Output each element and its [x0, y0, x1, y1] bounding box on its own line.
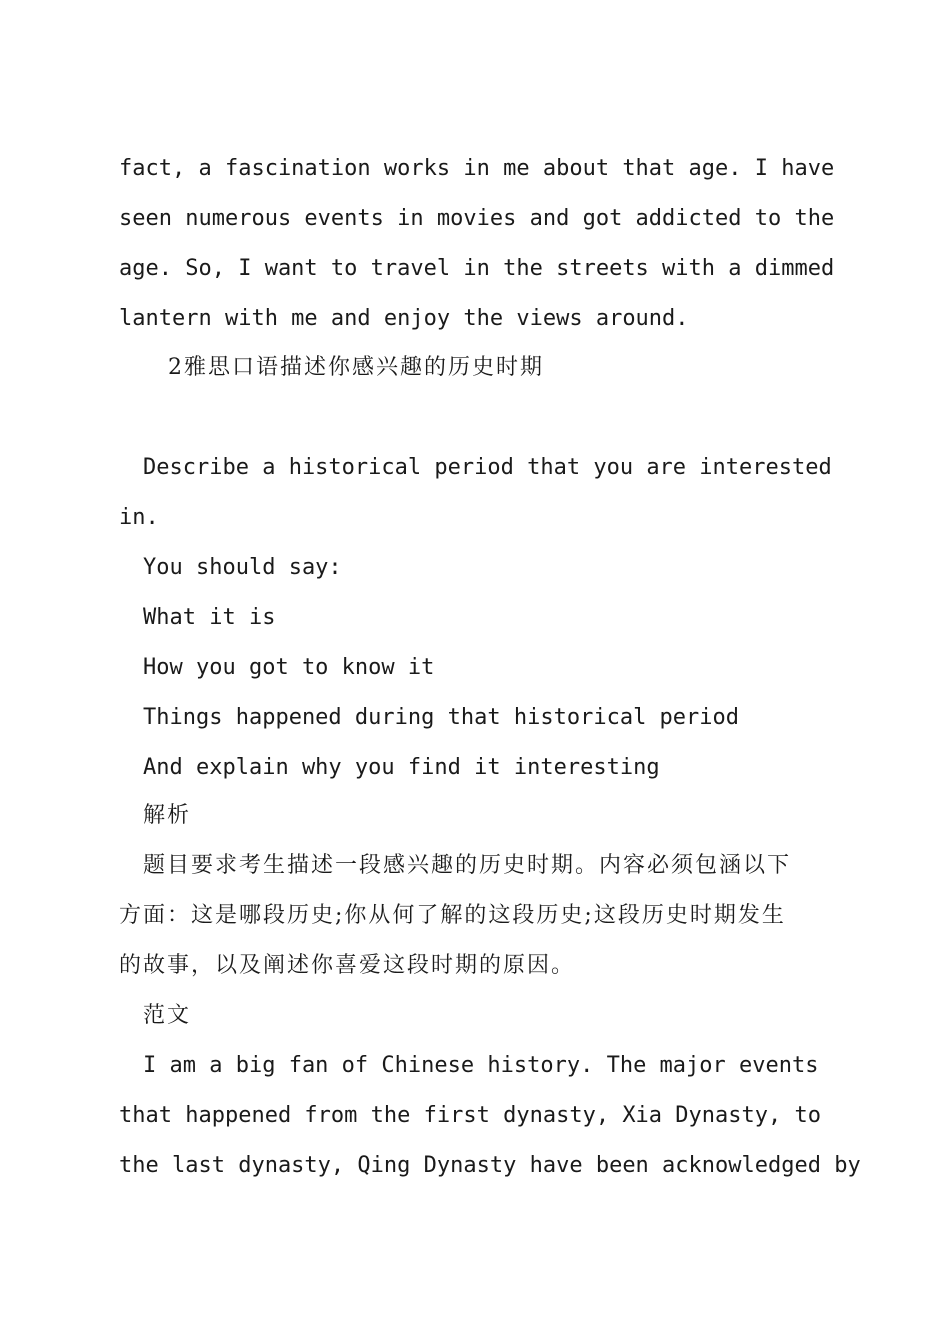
text-line: seen numerous events in movies and got addicted to the — [119, 206, 835, 231]
text-line: Describe a historical period that you are interested — [143, 455, 832, 480]
text-line: age. So, I want to travel in the streets with a dimmed — [119, 256, 835, 281]
analysis-label: 解析 — [143, 803, 192, 828]
cue-card-line: And explain why you find it interesting — [143, 755, 660, 780]
cue-card-line: You should say: — [143, 555, 342, 580]
text-line: in. — [119, 505, 159, 530]
text-line: 题目要求考生描述一段感兴趣的历史时期。内容必须包涵以下 — [143, 853, 792, 878]
cue-card-line: Things happened during that historical period — [143, 705, 740, 730]
text-line: 方面：这是哪段历史;你从何了解的这段历史;这段历史时期发生 — [119, 903, 786, 928]
text-line: I am a big fan of Chinese history. The major events — [143, 1053, 819, 1078]
cue-card-line: What it is — [143, 605, 276, 630]
section-heading: 2雅思口语描述你感兴趣的历史时期 — [168, 355, 544, 380]
text-line: fact, a fascination works in me about that age. I have — [119, 156, 835, 181]
text-line: lantern with me and enjoy the views around. — [119, 306, 689, 331]
text-line: 的故事，以及阐述你喜爱这段时期的原因。 — [119, 953, 576, 978]
text-line: the last dynasty, Qing Dynasty have been acknowledged by — [119, 1153, 861, 1178]
cue-card-line: How you got to know it — [143, 655, 435, 680]
text-line: that happened from the first dynasty, Xia Dynasty, to — [119, 1103, 821, 1128]
sample-label: 范文 — [143, 1003, 192, 1028]
